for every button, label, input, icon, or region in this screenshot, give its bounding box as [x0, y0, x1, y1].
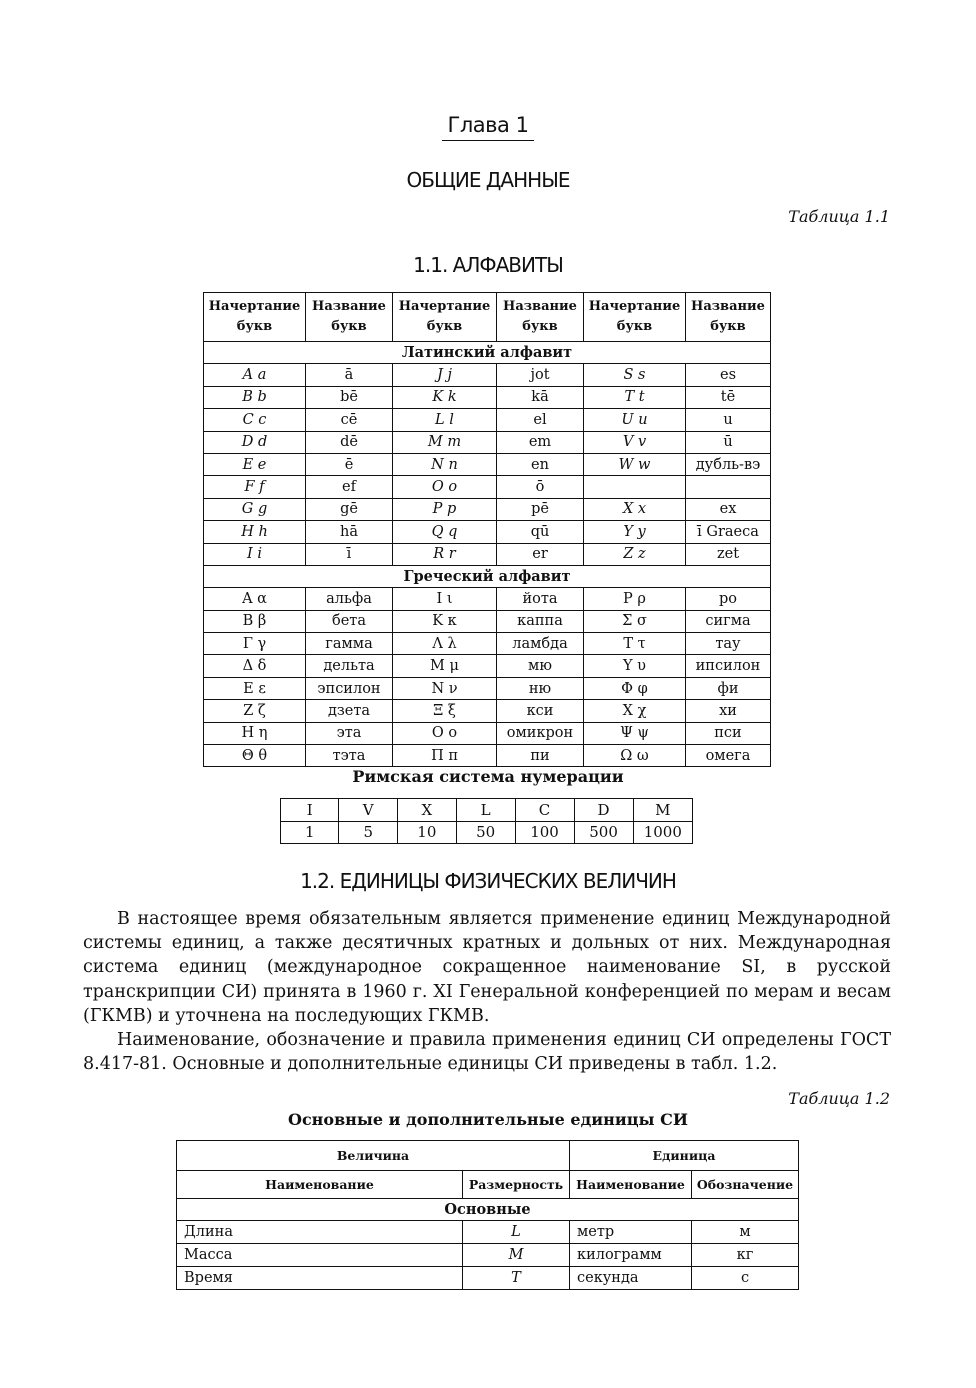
letter-glyph: R r [393, 543, 497, 565]
letter-glyph: Y y [584, 521, 686, 543]
alphabet-row [204, 364, 771, 386]
letter-glyph: Σ σ [584, 610, 686, 632]
si-unit-row [177, 1267, 799, 1290]
roman-symbol: I [281, 799, 339, 822]
letter-glyph: W w [584, 453, 686, 475]
letter-name: gē [306, 498, 393, 520]
letter-glyph: F f [204, 476, 306, 498]
alphabet-row [204, 588, 771, 610]
letter-glyph: Ν ν [393, 677, 497, 699]
letter-glyph: Κ κ [393, 610, 497, 632]
letter-name: ef [306, 476, 393, 498]
letter-name: kā [497, 386, 584, 408]
section-basic: Основные [177, 1199, 799, 1221]
letter-glyph: Ε ε [204, 677, 306, 699]
letter-glyph: M m [393, 431, 497, 453]
letter-name: альфа [306, 588, 393, 610]
quantity-name: Длина [177, 1221, 463, 1244]
letter-name: тау [686, 633, 771, 655]
letter-name: дубль-вэ [686, 453, 771, 475]
letter-name: кси [497, 700, 584, 722]
alphabet-row [204, 543, 771, 565]
letter-glyph: O o [393, 476, 497, 498]
letter-name: en [497, 453, 584, 475]
letter-name: el [497, 409, 584, 431]
letter-name: ламбда [497, 633, 584, 655]
greek-group [204, 565, 771, 587]
header-symbol: Обозначение [692, 1171, 799, 1199]
greek-group-title: Греческий алфавит [204, 565, 771, 587]
alphabet-row [204, 498, 771, 520]
letter-name: dē [306, 431, 393, 453]
alphabet-header-cell: Название букв [686, 293, 771, 342]
letter-glyph: B b [204, 386, 306, 408]
letter-name: пи [497, 745, 584, 767]
letter-name: сигма [686, 610, 771, 632]
letter-name: bē [306, 386, 393, 408]
quantity-name: Время [177, 1267, 463, 1290]
letter-glyph: T t [584, 386, 686, 408]
letter-name: омикрон [497, 722, 584, 744]
roman-symbol: X [397, 799, 456, 822]
letter-name: jot [497, 364, 584, 386]
letter-glyph [584, 476, 686, 498]
letter-glyph: Μ μ [393, 655, 497, 677]
alphabet-row [204, 431, 771, 453]
alphabet-row [204, 633, 771, 655]
alphabet-row [204, 386, 771, 408]
letter-glyph: Γ γ [204, 633, 306, 655]
paragraph-gost: Наименование, обозначение и правила применения единиц СИ определены ГОСТ 8.417-81. Основные и дополнительные единицы СИ приведены в табл. 1.2. [83, 1030, 891, 1075]
section-1-2-title: 1.2. ЕДИНИЦЫ ФИЗИЧЕСКИХ ВЕЛИЧИН [300, 869, 676, 893]
alphabet-table [203, 292, 771, 767]
letter-glyph: Z z [584, 543, 686, 565]
letter-glyph: E e [204, 453, 306, 475]
letter-glyph: A a [204, 364, 306, 386]
dimension: T [463, 1267, 570, 1290]
letter-name: zet [686, 543, 771, 565]
latin-group [204, 342, 771, 364]
header-unit-name: Наименование [570, 1171, 692, 1199]
roman-value: 100 [515, 821, 574, 844]
letter-name: ā [306, 364, 393, 386]
letter-name: ī [306, 543, 393, 565]
letter-glyph: U u [584, 409, 686, 431]
letter-name: ō [497, 476, 584, 498]
letter-glyph: Λ λ [393, 633, 497, 655]
roman-symbol: D [574, 799, 633, 822]
letter-name: омега [686, 745, 771, 767]
roman-value: 1 [281, 821, 339, 844]
si-units-table [176, 1140, 799, 1290]
letter-name: тэта [306, 745, 393, 767]
letter-name: qū [497, 521, 584, 543]
roman-value: 1000 [633, 821, 692, 844]
letter-name: ипсилон [686, 655, 771, 677]
letter-name: бета [306, 610, 393, 632]
letter-glyph: Ω ω [584, 745, 686, 767]
roman-numerals-title: Римская система нумерации [352, 767, 624, 786]
letter-glyph: I i [204, 543, 306, 565]
alphabet-header-cell: Название букв [306, 293, 393, 342]
letter-glyph: J j [393, 364, 497, 386]
header-dimension: Размерность [463, 1171, 570, 1199]
letter-name: фи [686, 677, 771, 699]
roman-value: 5 [339, 821, 398, 844]
letter-name: cē [306, 409, 393, 431]
letter-name: эпсилон [306, 677, 393, 699]
letter-name: es [686, 364, 771, 386]
alphabet-header-cell: Начертание букв [204, 293, 306, 342]
latin-group-title: Латинский алфавит [204, 342, 771, 364]
letter-name: pē [497, 498, 584, 520]
letter-glyph: Q q [393, 521, 497, 543]
letter-name: мю [497, 655, 584, 677]
letter-glyph: V v [584, 431, 686, 453]
letter-glyph: Ο ο [393, 722, 497, 744]
alphabet-row [204, 745, 771, 767]
letter-glyph: Α α [204, 588, 306, 610]
si-unit-row [177, 1221, 799, 1244]
paragraph-si-intro: В настоящее время обязательным является применение единиц Международной системы единиц, а также десятичных кратных и дольных от них. Международная система единиц (международное сокращенное наименование SI, в русской транскрипции СИ) принята в 1960 г. XI Генеральной конференцией по мерам и весам (ГКМВ) и уточнена на последующих ГКМВ. [83, 909, 891, 1026]
table-1-1-tag: Таблица 1.1 [788, 207, 890, 226]
letter-glyph: Δ δ [204, 655, 306, 677]
unit-name: килограмм [570, 1244, 692, 1267]
chapter-title: ОБЩИЕ ДАННЫЕ [406, 168, 570, 192]
si-unit-row [177, 1244, 799, 1267]
letter-glyph: Ρ ρ [584, 588, 686, 610]
letter-glyph: Θ θ [204, 745, 306, 767]
letter-name: ро [686, 588, 771, 610]
letter-glyph: L l [393, 409, 497, 431]
alphabet-row [204, 409, 771, 431]
letter-glyph: Β β [204, 610, 306, 632]
letter-name: ē [306, 453, 393, 475]
letter-name: em [497, 431, 584, 453]
letter-name: хи [686, 700, 771, 722]
letter-glyph: S s [584, 364, 686, 386]
letter-glyph: K k [393, 386, 497, 408]
alphabet-header-row [204, 293, 771, 342]
letter-glyph: Ι ι [393, 588, 497, 610]
letter-name [686, 476, 771, 498]
roman-numerals-table [280, 798, 693, 844]
letter-glyph: D d [204, 431, 306, 453]
letter-glyph: Υ υ [584, 655, 686, 677]
section-1-1-title: 1.1. АЛФАВИТЫ [413, 253, 563, 277]
letter-glyph: Π π [393, 745, 497, 767]
unit-symbol: м [692, 1221, 799, 1244]
dimension: M [463, 1244, 570, 1267]
quantity-name: Масса [177, 1244, 463, 1267]
alphabet-row [204, 453, 771, 475]
unit-name: метр [570, 1221, 692, 1244]
alphabet-row [204, 722, 771, 744]
alphabet-row [204, 677, 771, 699]
header-unit: Единица [570, 1141, 799, 1171]
dimension: L [463, 1221, 570, 1244]
unit-name: секунда [570, 1267, 692, 1290]
letter-name: йота [497, 588, 584, 610]
letter-glyph: H h [204, 521, 306, 543]
roman-symbol: M [633, 799, 692, 822]
unit-symbol: кг [692, 1244, 799, 1267]
chapter-label: Глава 1 [0, 113, 976, 141]
letter-glyph: Ψ ψ [584, 722, 686, 744]
letter-glyph: Φ φ [584, 677, 686, 699]
letter-glyph: Η η [204, 722, 306, 744]
letter-name: ню [497, 677, 584, 699]
roman-symbol: L [456, 799, 515, 822]
letter-name: дельта [306, 655, 393, 677]
letter-name: эта [306, 722, 393, 744]
alphabet-header-cell: Начертание букв [393, 293, 497, 342]
table-1-2-title: Основные и дополнительные единицы СИ [288, 1110, 688, 1129]
alphabet-row [204, 521, 771, 543]
letter-glyph: Ξ ξ [393, 700, 497, 722]
table-1-2-tag: Таблица 1.2 [788, 1089, 890, 1108]
alphabet-row [204, 610, 771, 632]
letter-name: ex [686, 498, 771, 520]
letter-name: ū [686, 431, 771, 453]
letter-name: ī Graeca [686, 521, 771, 543]
letter-glyph: X x [584, 498, 686, 520]
letter-glyph: N n [393, 453, 497, 475]
alphabet-header-cell: Название букв [497, 293, 584, 342]
alphabet-row [204, 700, 771, 722]
alphabet-header-cell: Начертание букв [584, 293, 686, 342]
unit-symbol: с [692, 1267, 799, 1290]
letter-glyph: Χ χ [584, 700, 686, 722]
letter-name: er [497, 543, 584, 565]
letter-name: каппа [497, 610, 584, 632]
letter-name: дзета [306, 700, 393, 722]
letter-name: пси [686, 722, 771, 744]
alphabet-row [204, 476, 771, 498]
letter-name: u [686, 409, 771, 431]
header-quantity: Величина [177, 1141, 570, 1171]
roman-values-row [281, 821, 693, 844]
letter-glyph: C c [204, 409, 306, 431]
letter-name: tē [686, 386, 771, 408]
letter-glyph: P p [393, 498, 497, 520]
letter-glyph: Τ τ [584, 633, 686, 655]
roman-value: 10 [397, 821, 456, 844]
letter-name: гамма [306, 633, 393, 655]
roman-symbols-row [281, 799, 693, 822]
letter-glyph: G g [204, 498, 306, 520]
header-quantity-name: Наименование [177, 1171, 463, 1199]
roman-symbol: V [339, 799, 398, 822]
letter-name: hā [306, 521, 393, 543]
roman-value: 500 [574, 821, 633, 844]
alphabet-row [204, 655, 771, 677]
roman-symbol: C [515, 799, 574, 822]
roman-value: 50 [456, 821, 515, 844]
letter-glyph: Ζ ζ [204, 700, 306, 722]
